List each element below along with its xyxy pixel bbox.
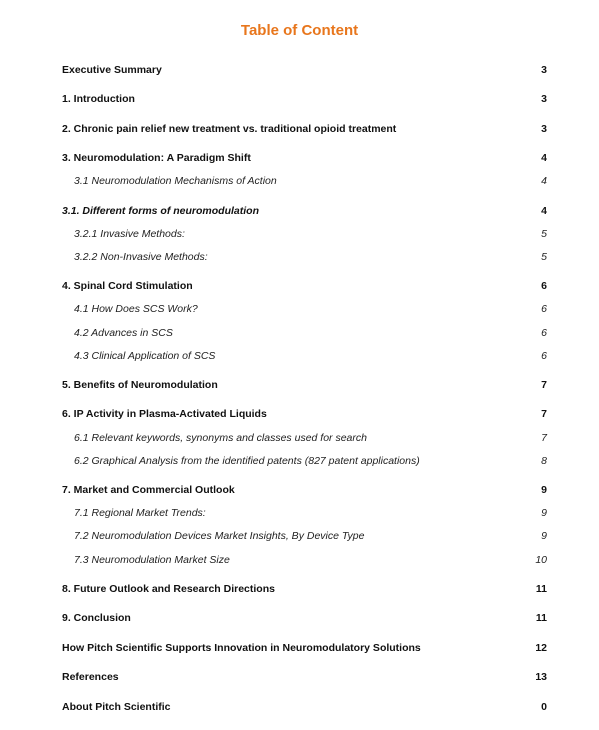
toc-entry[interactable] xyxy=(0,173,599,189)
toc-entry-label: 2. Chronic pain relief new treatment vs. traditional opioid treatment xyxy=(62,123,397,135)
toc-entry[interactable] xyxy=(0,62,599,78)
toc-entry-label: 9. Conclusion xyxy=(62,612,131,624)
toc-entry[interactable] xyxy=(0,640,599,656)
toc-entry-page: 8 xyxy=(541,455,547,467)
toc-entry-page: 6 xyxy=(541,280,547,292)
toc-entry[interactable] xyxy=(0,699,599,715)
toc-entry[interactable] xyxy=(0,121,599,137)
toc-entry[interactable] xyxy=(0,91,599,107)
toc-entry-label: 7. Market and Commercial Outlook xyxy=(62,484,235,496)
toc-entry-page: 11 xyxy=(535,612,547,624)
toc-entry-page: 3 xyxy=(541,123,547,135)
toc-entry-page: 4 xyxy=(541,205,547,217)
toc-entry-page: 3 xyxy=(541,64,547,76)
toc-entry[interactable] xyxy=(0,377,599,393)
toc-entry-page: 6 xyxy=(541,303,547,315)
toc-entry-label: Executive Summary xyxy=(62,64,162,76)
toc-entry-page: 7 xyxy=(541,408,547,420)
toc-entry-page: 6 xyxy=(541,350,547,362)
toc-entry-page: 12 xyxy=(535,642,547,654)
toc-entry[interactable] xyxy=(0,325,599,341)
toc-entry-label: 3.2.1 Invasive Methods: xyxy=(74,228,185,240)
toc-entry-label: 7.1 Regional Market Trends: xyxy=(74,507,206,519)
toc-entry-page: 10 xyxy=(535,554,547,566)
toc-entry-label: 3.1. Different forms of neuromodulation xyxy=(62,205,259,217)
toc-entry-label: 4.2 Advances in SCS xyxy=(74,327,173,339)
toc-entry-label: 3.1 Neuromodulation Mechanisms of Action xyxy=(74,175,277,187)
toc-entry[interactable] xyxy=(0,482,599,498)
toc-entry-label: 3.2.2 Non-Invasive Methods: xyxy=(74,251,208,263)
toc-entry-label: 6. IP Activity in Plasma-Activated Liquids xyxy=(62,408,267,420)
toc-entry[interactable] xyxy=(0,348,599,364)
toc-entry-page: 5 xyxy=(541,251,547,263)
toc-entry-page: 3 xyxy=(541,93,547,105)
toc-entry-label: 3. Neuromodulation: A Paradigm Shift xyxy=(62,152,251,164)
toc-entry-page: 9 xyxy=(541,530,547,542)
toc-entry[interactable] xyxy=(0,150,599,166)
toc-entry[interactable] xyxy=(0,453,599,469)
toc-entry[interactable] xyxy=(0,226,599,242)
toc-entry[interactable] xyxy=(0,528,599,544)
toc-entry[interactable] xyxy=(0,505,599,521)
toc-entry-label: 1. Introduction xyxy=(62,93,135,105)
toc-entry-page: 6 xyxy=(541,327,547,339)
toc-entry-label: 4.1 How Does SCS Work? xyxy=(74,303,198,315)
toc-entry-page: 9 xyxy=(541,507,547,519)
toc-entry-page: 7 xyxy=(541,379,547,391)
toc-entry-page: 11 xyxy=(535,583,547,595)
toc-entry[interactable] xyxy=(0,301,599,317)
toc-entry-label: 4.3 Clinical Application of SCS xyxy=(74,350,216,362)
toc-entry-page: 4 xyxy=(541,175,547,187)
toc-entry-label: 6.1 Relevant keywords, synonyms and classes used for search xyxy=(74,432,367,444)
toc-entry[interactable] xyxy=(0,552,599,568)
toc-entry-page: 4 xyxy=(541,152,547,164)
toc-entry[interactable] xyxy=(0,669,599,685)
toc-entry-label: 6.2 Graphical Analysis from the identified patents (827 patent applications) xyxy=(74,455,420,467)
toc-entry-label: 7.3 Neuromodulation Market Size xyxy=(74,554,230,566)
toc-entry-page: 7 xyxy=(541,432,547,444)
toc-entry[interactable] xyxy=(0,203,599,219)
toc-entry-label: 7.2 Neuromodulation Devices Market Insights, By Device Type xyxy=(74,530,365,542)
toc-entry-label: References xyxy=(62,671,119,683)
toc-entry-label: How Pitch Scientific Supports Innovation in Neuromodulatory Solutions xyxy=(62,642,421,654)
toc-entry[interactable] xyxy=(0,249,599,265)
toc-entry[interactable] xyxy=(0,610,599,626)
toc-entry-label: 4. Spinal Cord Stimulation xyxy=(62,280,193,292)
toc-entry[interactable] xyxy=(0,581,599,597)
toc-entry-page: 9 xyxy=(541,484,547,496)
toc-entry[interactable] xyxy=(0,406,599,422)
toc-entry[interactable] xyxy=(0,278,599,294)
toc-entry-page: 13 xyxy=(535,671,547,683)
toc-title: Table of Content xyxy=(240,22,359,39)
toc-entry-label: About Pitch Scientific xyxy=(62,701,171,713)
toc-entry-page: 5 xyxy=(541,228,547,240)
toc-entry-page: 0 xyxy=(541,701,547,713)
toc-entry[interactable] xyxy=(0,430,599,446)
toc-entry-label: 8. Future Outlook and Research Directions xyxy=(62,583,275,595)
toc-entry-label: 5. Benefits of Neuromodulation xyxy=(62,379,218,391)
